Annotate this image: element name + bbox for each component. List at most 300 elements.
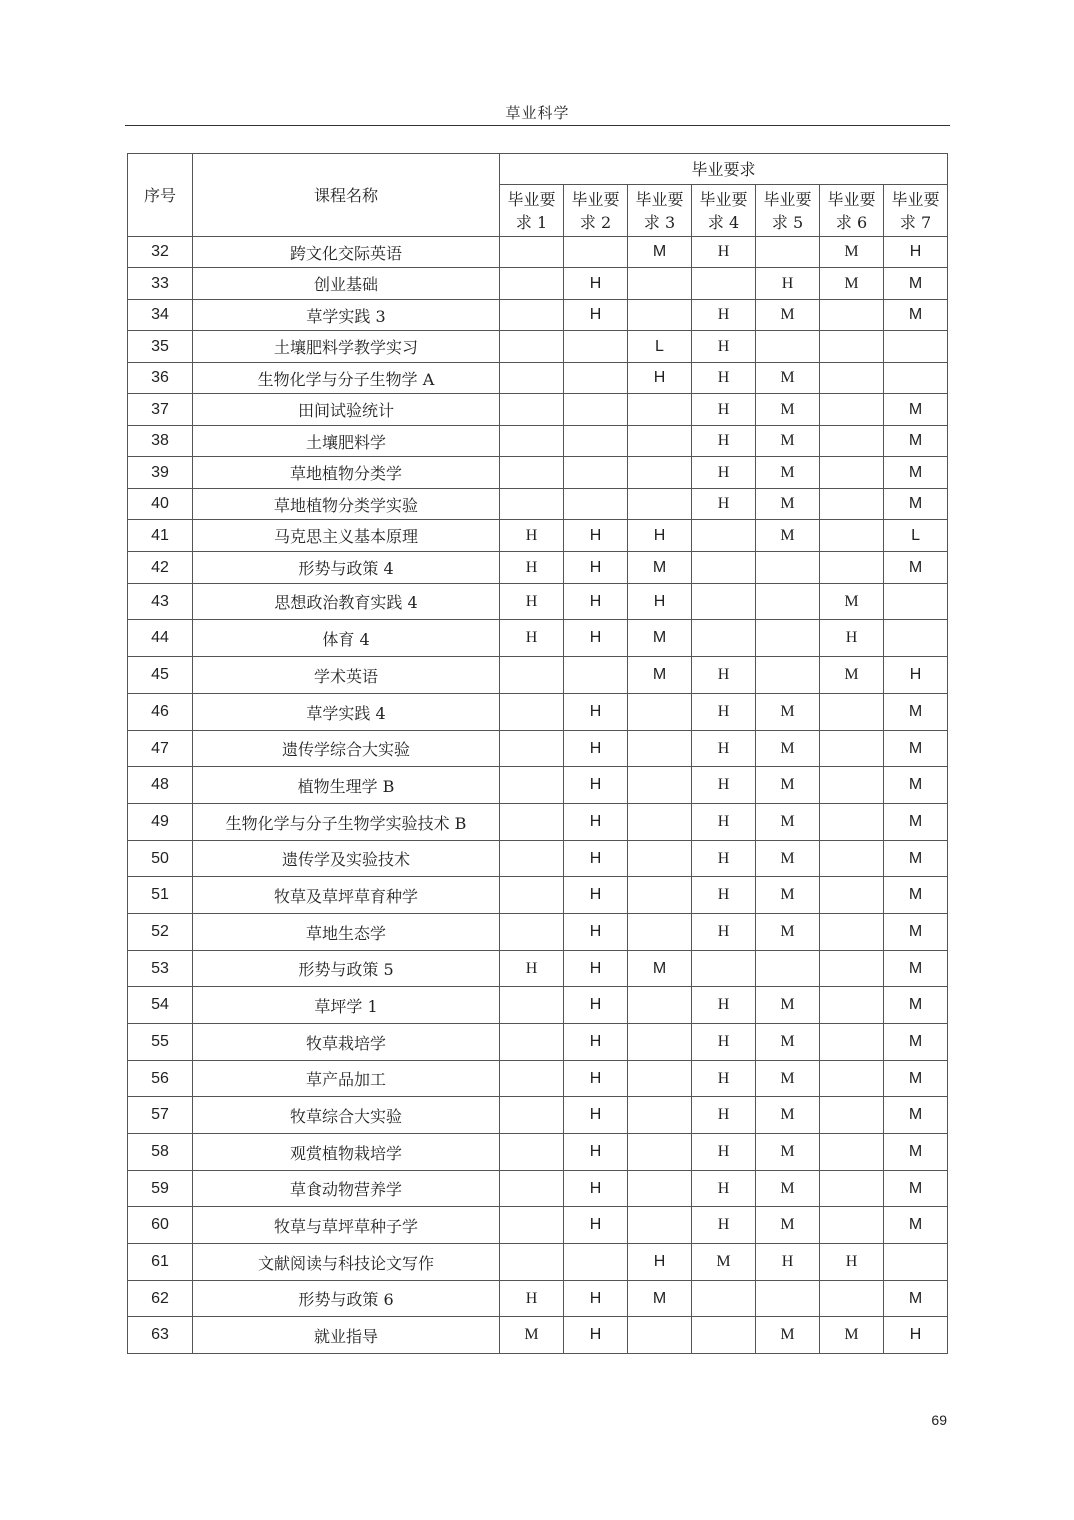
mapping-cell-req5: H (756, 268, 820, 300)
mapping-cell-req4: H (692, 300, 756, 331)
mapping-cell-req1 (500, 1024, 564, 1061)
mapping-cell-req5: M (756, 394, 820, 426)
mapping-cell-req3 (628, 914, 692, 951)
mapping-cell-req1: H (500, 552, 564, 584)
course-name: 思想政治教育实践 4 (193, 584, 500, 620)
header-requirement-line1: 毕业要 (635, 189, 684, 209)
mapping-cell-req6 (820, 426, 884, 457)
course-name: 草学实践 4 (193, 694, 500, 731)
mapping-cell-req4 (692, 1317, 756, 1354)
table-row (128, 457, 948, 489)
mapping-cell-req3: M (628, 951, 692, 987)
row-number: 60 (128, 1207, 193, 1244)
mapping-cell-req1 (500, 363, 564, 394)
mapping-cell-req3 (628, 1024, 692, 1061)
mapping-cell-req2: H (564, 767, 628, 804)
course-name: 草坪学 1 (193, 987, 500, 1024)
table-row (128, 1317, 948, 1354)
mapping-cell-req5 (756, 552, 820, 584)
mapping-cell-req1 (500, 1171, 564, 1207)
mapping-cell-req3 (628, 457, 692, 489)
mapping-cell-req3 (628, 394, 692, 426)
mapping-cell-req3: H (628, 520, 692, 552)
table-row (128, 841, 948, 877)
mapping-cell-req3 (628, 300, 692, 331)
mapping-cell-req4: H (692, 394, 756, 426)
header-requirement-line2: 求 2 (579, 212, 612, 232)
mapping-cell-req6 (820, 394, 884, 426)
header-requirement-1 (500, 185, 564, 237)
mapping-cell-req3: M (628, 657, 692, 694)
mapping-cell-req6 (820, 731, 884, 767)
mapping-cell-req1 (500, 426, 564, 457)
mapping-cell-req7: M (884, 987, 948, 1024)
mapping-cell-req5: M (756, 731, 820, 767)
mapping-cell-req4 (692, 1281, 756, 1317)
row-number: 41 (128, 520, 193, 552)
mapping-cell-req3 (628, 694, 692, 731)
course-name: 遗传学综合大实验 (193, 731, 500, 767)
mapping-cell-req3 (628, 1317, 692, 1354)
row-number: 49 (128, 804, 193, 841)
course-name: 创业基础 (193, 268, 500, 300)
mapping-cell-req7: H (884, 237, 948, 268)
table-row (128, 1244, 948, 1281)
row-number: 40 (128, 489, 193, 520)
mapping-cell-req1 (500, 1097, 564, 1134)
mapping-cell-req5 (756, 1281, 820, 1317)
mapping-cell-req1 (500, 268, 564, 300)
mapping-cell-req7 (884, 620, 948, 657)
mapping-cell-req1 (500, 767, 564, 804)
row-number: 34 (128, 300, 193, 331)
mapping-cell-req7: M (884, 457, 948, 489)
mapping-cell-req1: M (500, 1317, 564, 1354)
course-name: 体育 4 (193, 620, 500, 657)
header-requirement-line2: 求 6 (835, 212, 868, 232)
mapping-cell-req5: M (756, 987, 820, 1024)
course-name: 形势与政策 6 (193, 1281, 500, 1317)
mapping-cell-req7: M (884, 951, 948, 987)
mapping-cell-req5: M (756, 1097, 820, 1134)
mapping-cell-req7 (884, 331, 948, 363)
course-name: 植物生理学 B (193, 767, 500, 804)
mapping-cell-req6 (820, 767, 884, 804)
mapping-cell-req4 (692, 620, 756, 657)
mapping-cell-req4: H (692, 731, 756, 767)
table-row (128, 237, 948, 268)
mapping-cell-req1 (500, 394, 564, 426)
mapping-cell-req3 (628, 1134, 692, 1171)
header-requirement-line2: 求 4 (707, 212, 740, 232)
mapping-cell-req7: M (884, 841, 948, 877)
mapping-cell-req5: M (756, 1171, 820, 1207)
table-row (128, 394, 948, 426)
mapping-cell-req3: M (628, 237, 692, 268)
mapping-cell-req2: H (564, 620, 628, 657)
mapping-cell-req6 (820, 363, 884, 394)
mapping-cell-req7: M (884, 1134, 948, 1171)
mapping-cell-req1 (500, 804, 564, 841)
mapping-cell-req5: M (756, 694, 820, 731)
mapping-cell-req3 (628, 987, 692, 1024)
mapping-cell-req1 (500, 841, 564, 877)
mapping-cell-req5 (756, 657, 820, 694)
mapping-cell-req4: H (692, 1207, 756, 1244)
mapping-cell-req1 (500, 457, 564, 489)
header-requirement-4 (692, 185, 756, 237)
mapping-cell-req4: H (692, 694, 756, 731)
course-name: 学术英语 (193, 657, 500, 694)
mapping-cell-req5: M (756, 841, 820, 877)
course-name: 就业指导 (193, 1317, 500, 1354)
mapping-cell-req5 (756, 951, 820, 987)
header-seq: 序号 (128, 154, 193, 237)
table-row (128, 331, 948, 363)
table-row (128, 620, 948, 657)
mapping-cell-req4: H (692, 877, 756, 914)
row-number: 48 (128, 767, 193, 804)
row-number: 54 (128, 987, 193, 1024)
mapping-cell-req1 (500, 489, 564, 520)
mapping-cell-req3: M (628, 1281, 692, 1317)
mapping-cell-req7 (884, 363, 948, 394)
mapping-cell-req1 (500, 987, 564, 1024)
header-requirement-line1: 毕业要 (763, 189, 812, 209)
course-name: 牧草综合大实验 (193, 1097, 500, 1134)
table-row (128, 657, 948, 694)
table-row (128, 1097, 948, 1134)
mapping-cell-req5: M (756, 1024, 820, 1061)
mapping-cell-req4: M (692, 1244, 756, 1281)
mapping-cell-req2: H (564, 584, 628, 620)
row-number: 63 (128, 1317, 193, 1354)
mapping-cell-req5 (756, 620, 820, 657)
header-course-name: 课程名称 (193, 154, 500, 237)
mapping-cell-req3 (628, 731, 692, 767)
mapping-cell-req2: H (564, 951, 628, 987)
mapping-cell-req5 (756, 584, 820, 620)
table-row (128, 1134, 948, 1171)
mapping-cell-req4: H (692, 804, 756, 841)
mapping-cell-req2: H (564, 1024, 628, 1061)
header-requirement-line1: 毕业要 (699, 189, 748, 209)
mapping-cell-req1 (500, 1207, 564, 1244)
table-row (128, 489, 948, 520)
mapping-cell-req4: H (692, 1061, 756, 1097)
mapping-cell-req2: H (564, 1281, 628, 1317)
mapping-cell-req6 (820, 1061, 884, 1097)
mapping-cell-req4: H (692, 426, 756, 457)
mapping-cell-req4: H (692, 914, 756, 951)
course-name: 跨文化交际英语 (193, 237, 500, 268)
mapping-cell-req6 (820, 1097, 884, 1134)
course-name: 草产品加工 (193, 1061, 500, 1097)
table-row (128, 987, 948, 1024)
table-row (128, 520, 948, 552)
row-number: 51 (128, 877, 193, 914)
mapping-cell-req1: H (500, 620, 564, 657)
table-row (128, 877, 948, 914)
table-row (128, 1281, 948, 1317)
course-name: 牧草及草坪草育种学 (193, 877, 500, 914)
header-requirement-5 (756, 185, 820, 237)
mapping-cell-req4: H (692, 1134, 756, 1171)
row-number: 62 (128, 1281, 193, 1317)
mapping-cell-req4: H (692, 363, 756, 394)
mapping-cell-req4 (692, 584, 756, 620)
header-requirement-7 (884, 185, 948, 237)
mapping-cell-req4: H (692, 987, 756, 1024)
mapping-cell-req7: M (884, 1281, 948, 1317)
header-requirement-line1: 毕业要 (891, 189, 940, 209)
mapping-cell-req7 (884, 584, 948, 620)
mapping-cell-req1 (500, 877, 564, 914)
mapping-cell-req4: H (692, 1097, 756, 1134)
table-row (128, 1207, 948, 1244)
mapping-cell-req3 (628, 877, 692, 914)
mapping-cell-req3 (628, 767, 692, 804)
mapping-cell-req5: M (756, 426, 820, 457)
mapping-cell-req6: M (820, 1317, 884, 1354)
mapping-cell-req4: H (692, 657, 756, 694)
table-row (128, 767, 948, 804)
mapping-cell-req6: H (820, 1244, 884, 1281)
course-name: 土壤肥料学 (193, 426, 500, 457)
course-name: 形势与政策 5 (193, 951, 500, 987)
mapping-cell-req3 (628, 1171, 692, 1207)
course-name: 草食动物营养学 (193, 1171, 500, 1207)
header-requirement-line1: 毕业要 (571, 189, 620, 209)
mapping-cell-req2 (564, 394, 628, 426)
mapping-cell-req6 (820, 1134, 884, 1171)
header-requirement-line2: 求 5 (771, 212, 804, 232)
course-name: 牧草与草坪草种子学 (193, 1207, 500, 1244)
mapping-cell-req2: H (564, 1097, 628, 1134)
mapping-cell-req7: H (884, 1317, 948, 1354)
mapping-cell-req2: H (564, 1171, 628, 1207)
mapping-cell-req5: M (756, 1061, 820, 1097)
mapping-cell-req4: H (692, 457, 756, 489)
requirements-matrix-table (127, 153, 948, 1354)
mapping-cell-req1 (500, 731, 564, 767)
mapping-cell-req7: M (884, 767, 948, 804)
course-name: 形势与政策 4 (193, 552, 500, 584)
mapping-cell-req5 (756, 331, 820, 363)
mapping-cell-req1 (500, 657, 564, 694)
mapping-cell-req6 (820, 489, 884, 520)
mapping-cell-req5: M (756, 804, 820, 841)
mapping-cell-req2: H (564, 841, 628, 877)
course-name: 生物化学与分子生物学 A (193, 363, 500, 394)
table-row (128, 951, 948, 987)
course-name: 牧草栽培学 (193, 1024, 500, 1061)
mapping-cell-req7: M (884, 1171, 948, 1207)
mapping-cell-req1 (500, 1134, 564, 1171)
mapping-cell-req2 (564, 489, 628, 520)
mapping-cell-req7: M (884, 1024, 948, 1061)
mapping-cell-req1: H (500, 1281, 564, 1317)
course-name: 草地植物分类学 (193, 457, 500, 489)
mapping-cell-req6 (820, 914, 884, 951)
mapping-cell-req3 (628, 489, 692, 520)
mapping-cell-req5: M (756, 300, 820, 331)
mapping-cell-req5: H (756, 1244, 820, 1281)
mapping-cell-req3 (628, 268, 692, 300)
mapping-cell-req2: H (564, 694, 628, 731)
mapping-cell-req2: H (564, 804, 628, 841)
mapping-cell-req4: H (692, 489, 756, 520)
header-requirement-line1: 毕业要 (827, 189, 876, 209)
mapping-cell-req7: M (884, 489, 948, 520)
table-row (128, 1024, 948, 1061)
header-requirement-6 (820, 185, 884, 237)
course-name: 草地植物分类学实验 (193, 489, 500, 520)
mapping-cell-req5: M (756, 457, 820, 489)
row-number: 55 (128, 1024, 193, 1061)
mapping-cell-req7: L (884, 520, 948, 552)
mapping-cell-req6 (820, 520, 884, 552)
mapping-cell-req6: M (820, 268, 884, 300)
mapping-cell-req7: M (884, 268, 948, 300)
mapping-cell-req6 (820, 987, 884, 1024)
page-number: 69 (931, 1412, 947, 1428)
mapping-cell-req5: M (756, 520, 820, 552)
row-number: 56 (128, 1061, 193, 1097)
row-number: 53 (128, 951, 193, 987)
mapping-cell-req3 (628, 426, 692, 457)
mapping-cell-req2: H (564, 1061, 628, 1097)
mapping-cell-req2: H (564, 877, 628, 914)
header-requirement-3 (628, 185, 692, 237)
mapping-cell-req6: M (820, 657, 884, 694)
mapping-cell-req4: H (692, 237, 756, 268)
mapping-cell-req3 (628, 841, 692, 877)
mapping-cell-req3 (628, 804, 692, 841)
mapping-cell-req4 (692, 520, 756, 552)
mapping-cell-req2: H (564, 1134, 628, 1171)
mapping-cell-req1: H (500, 584, 564, 620)
course-name: 遗传学及实验技术 (193, 841, 500, 877)
mapping-cell-req2 (564, 426, 628, 457)
mapping-cell-req2: H (564, 268, 628, 300)
row-number: 45 (128, 657, 193, 694)
mapping-cell-req1 (500, 300, 564, 331)
row-number: 32 (128, 237, 193, 268)
table-row (128, 300, 948, 331)
mapping-cell-req7: M (884, 914, 948, 951)
mapping-cell-req3 (628, 1207, 692, 1244)
row-number: 52 (128, 914, 193, 951)
row-number: 42 (128, 552, 193, 584)
mapping-cell-req3: H (628, 1244, 692, 1281)
row-number: 35 (128, 331, 193, 363)
mapping-cell-req7: H (884, 657, 948, 694)
table-row (128, 914, 948, 951)
mapping-cell-req6 (820, 552, 884, 584)
mapping-cell-req4 (692, 268, 756, 300)
course-name: 文献阅读与科技论文写作 (193, 1244, 500, 1281)
running-head-title: 草业科学 (505, 104, 570, 122)
mapping-cell-req1: H (500, 951, 564, 987)
mapping-cell-req4: H (692, 767, 756, 804)
mapping-cell-req5: M (756, 489, 820, 520)
mapping-cell-req5: M (756, 1317, 820, 1354)
table-row (128, 584, 948, 620)
mapping-cell-req2: H (564, 300, 628, 331)
mapping-cell-req2: H (564, 914, 628, 951)
mapping-cell-req6: H (820, 620, 884, 657)
row-number: 38 (128, 426, 193, 457)
mapping-cell-req6: M (820, 237, 884, 268)
mapping-cell-req4: H (692, 1024, 756, 1061)
mapping-cell-req6 (820, 457, 884, 489)
mapping-cell-req5: M (756, 877, 820, 914)
row-number: 44 (128, 620, 193, 657)
row-number: 46 (128, 694, 193, 731)
row-number: 37 (128, 394, 193, 426)
mapping-cell-req7: M (884, 804, 948, 841)
mapping-cell-req6 (820, 1281, 884, 1317)
table-row (128, 552, 948, 584)
mapping-cell-req6 (820, 300, 884, 331)
mapping-cell-req3: H (628, 584, 692, 620)
mapping-cell-req3: L (628, 331, 692, 363)
row-number: 47 (128, 731, 193, 767)
header-requirement-line2: 求 3 (643, 212, 676, 232)
mapping-cell-req6 (820, 331, 884, 363)
mapping-cell-req2: H (564, 1207, 628, 1244)
row-number: 43 (128, 584, 193, 620)
table-row (128, 694, 948, 731)
header-requirement-line1: 毕业要 (507, 189, 556, 209)
mapping-cell-req2 (564, 363, 628, 394)
mapping-cell-req1 (500, 237, 564, 268)
header-requirement-line2: 求 7 (899, 212, 932, 232)
mapping-cell-req4 (692, 951, 756, 987)
mapping-cell-req6 (820, 1171, 884, 1207)
row-number: 39 (128, 457, 193, 489)
mapping-cell-req7: M (884, 694, 948, 731)
table-row (128, 426, 948, 457)
mapping-cell-req6 (820, 1207, 884, 1244)
course-name: 田间试验统计 (193, 394, 500, 426)
mapping-cell-req2 (564, 237, 628, 268)
mapping-cell-req7: M (884, 1097, 948, 1134)
mapping-cell-req2: H (564, 987, 628, 1024)
mapping-cell-req4: H (692, 331, 756, 363)
row-number: 33 (128, 268, 193, 300)
mapping-cell-req1 (500, 331, 564, 363)
mapping-cell-req2: H (564, 552, 628, 584)
course-name: 马克思主义基本原理 (193, 520, 500, 552)
mapping-cell-req7: M (884, 552, 948, 584)
mapping-cell-req1 (500, 1061, 564, 1097)
mapping-cell-req5: M (756, 1134, 820, 1171)
mapping-cell-req2 (564, 457, 628, 489)
mapping-cell-req2 (564, 331, 628, 363)
mapping-cell-req1 (500, 694, 564, 731)
mapping-cell-req1: H (500, 520, 564, 552)
mapping-cell-req4: H (692, 841, 756, 877)
course-name: 土壤肥料学教学实习 (193, 331, 500, 363)
row-number: 36 (128, 363, 193, 394)
mapping-cell-req2 (564, 657, 628, 694)
mapping-cell-req3: M (628, 552, 692, 584)
row-number: 61 (128, 1244, 193, 1281)
mapping-cell-req2: H (564, 731, 628, 767)
table-row (128, 1171, 948, 1207)
